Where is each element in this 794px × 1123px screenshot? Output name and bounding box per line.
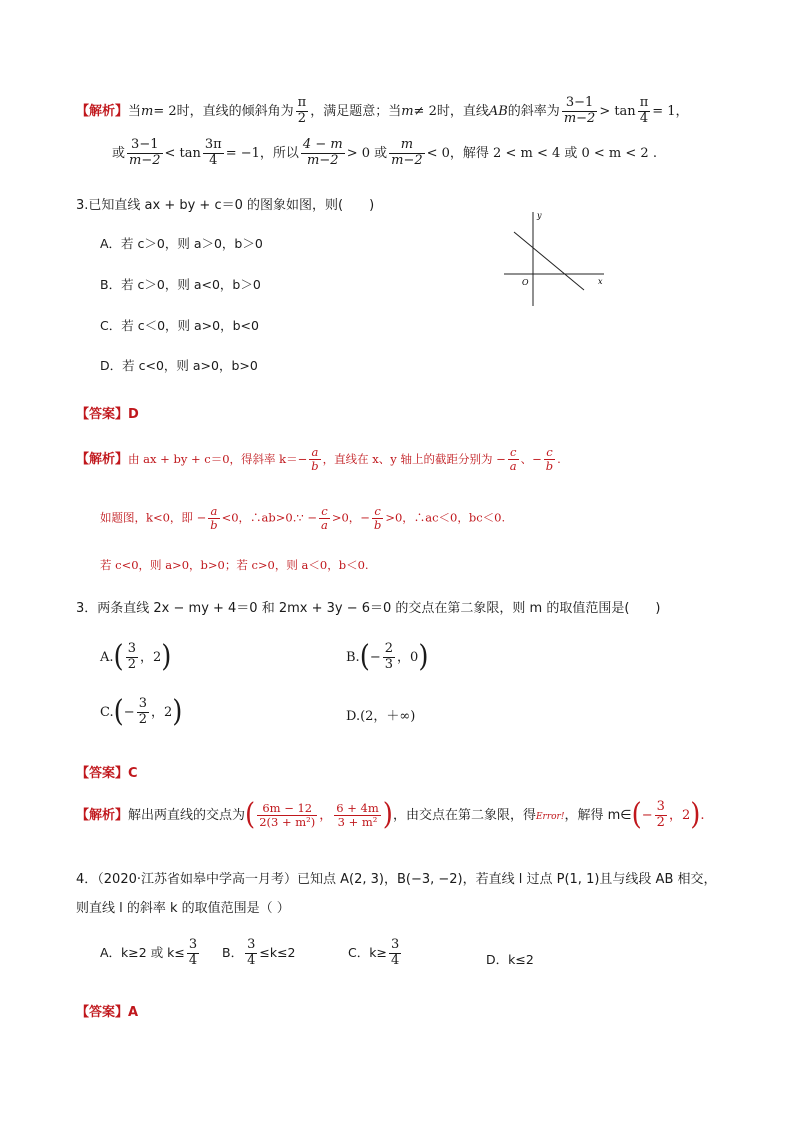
fraction: $\frac{m}{m-2}$ <box>391 137 423 168</box>
question-stem: 4．（2020·江苏省如皋中学高一月考）已知点 A(2, 3)，B(−3, −2)，若直线 l 过点 P(1, 1)且与线段 AB 相交， <box>76 872 717 887</box>
fraction: $\frac{3\pi}{4}$ <box>204 137 222 168</box>
option-c: C．k≥ $\frac{3}{4}$ <box>348 937 400 968</box>
analysis1-line2: 或 $\frac{3-1}{m-2}$ < tan $\frac{3\pi}{4}$ = −1，所以 $\frac{4 - m}{m-2}$ > 0 或 $\frac{m}{m-2}$ < 0，解得 2 < m < 4 或 0 < m < 2 . <box>112 137 657 168</box>
origin-label: O <box>522 278 529 287</box>
answer-tag: 【答案】 <box>76 407 129 422</box>
error-placeholder: Error! <box>535 811 565 822</box>
fraction: $\frac{a}{b}$ <box>311 445 319 474</box>
answer-value: A <box>128 1005 139 1020</box>
answer-line <box>76 762 138 781</box>
fraction: $\frac{c}{b}$ <box>373 504 382 533</box>
fraction: $\frac{3}{4}$ <box>390 937 400 968</box>
fraction: $\frac{c}{b}$ <box>545 445 554 474</box>
option-b: B．若 c＞0，则 a<0，b＞0 <box>100 277 261 292</box>
fraction: $\frac{6 + 4m}{\text{3 + m²}}$ <box>336 800 379 829</box>
analysis-line: 【解析】由 ax + by + c＝0，得斜率 k＝− $\frac{a}{b}$ ，直线在 x、y 轴上的截距分别为 − $\frac{c}{a}$ 、− $\frac{c}{b}$ . <box>76 445 561 474</box>
option-d: D.(2，＋∞) <box>346 709 416 724</box>
fraction: $\frac{3}{4}$ <box>188 937 198 968</box>
question-stem: 3．两条直线 2x − my + 4＝0 和 2mx + 3y − 6＝0 的交点在第二象限，则 m 的取值范围是( ) <box>76 601 661 616</box>
analysis-line: 【解析】解出两直线的交点为( $\frac{6m - 12}{\text{2(3 + m²)}}$ ， $\frac{6 + 4m}{\text{3 + m²}}$ )，由交点在第二象限，得Error!，解得 m∈(− $\frac{3}{2}$ ，2). <box>76 798 705 833</box>
option-a: A.( $\frac{3}{2}$ ，2) <box>100 640 172 675</box>
fraction: $\frac{3}{2}$ <box>138 696 147 727</box>
fraction: $\frac{3}{2}$ <box>656 799 665 830</box>
answer-value: D <box>128 407 139 422</box>
question-stem: 3.已知直线 ax + by + c＝0 的图象如图，则( ) <box>76 198 375 213</box>
option-d: D．若 c<0，则 a>0，b>0 <box>100 358 258 373</box>
option-a: A．若 c＞0，则 a＞0，b＞0 <box>100 236 263 251</box>
answer-value: C <box>128 766 138 781</box>
analysis-tag: 【解析】 <box>76 103 129 119</box>
fraction: $\frac{c}{a}$ <box>509 445 517 474</box>
fraction: $\frac{6m - 12}{\text{2(3 + m²)}}$ <box>259 800 316 829</box>
analysis1-line1: 【解析】当m= 2时，直线的倾斜角为 $\frac{\pi}{2}$ ，满足题意；当m≠ 2时，直线AB的斜率为 $\frac{3-1}{m-2}$ > tan $\frac{\pi}{4}$ = 1， <box>76 95 689 126</box>
option-b: B.(− $\frac{2}{3}$ ，0) <box>346 640 429 675</box>
analysis-tag: 【解析】 <box>76 807 129 823</box>
analysis-line: 若 c<0，则 a>0，b>0；若 c>0，则 a＜0，b＜0. <box>100 558 369 572</box>
x-axis-label: x <box>598 277 603 286</box>
fraction: $\frac{3}{4}$ <box>247 937 256 968</box>
question-stem: 则直线 l 的斜率 k 的取值范围是（ ） <box>76 901 290 916</box>
y-axis-label: y <box>537 211 542 220</box>
fraction: $\frac{\pi}{2}$ <box>297 95 307 126</box>
fraction: $\frac{3-1}{m-2}$ <box>563 95 596 126</box>
fraction: $\frac{\pi}{4}$ <box>639 95 649 126</box>
option-c: C.(− $\frac{3}{2}$ ，2) <box>100 695 183 730</box>
fraction: $\frac{4 - m}{m-2}$ <box>302 137 343 168</box>
line-graph-figure <box>500 208 612 308</box>
option-a: A．k≥2 或 k≤ $\frac{3}{4}$ <box>100 937 198 968</box>
answer-tag: 【答案】 <box>76 1005 129 1020</box>
fraction: $\frac{2}{3}$ <box>384 641 394 672</box>
fraction: $\frac{3}{2}$ <box>127 641 136 672</box>
fraction: $\frac{3-1}{m-2}$ <box>129 137 161 168</box>
fraction: $\frac{a}{b}$ <box>210 504 218 533</box>
option-d: D．k≤2 <box>486 952 534 967</box>
fraction: $\frac{c}{a}$ <box>320 504 328 533</box>
option-c: C．若 c＜0，则 a>0，b<0 <box>100 318 259 333</box>
answer-line <box>76 1001 138 1020</box>
analysis-tag: 【解析】 <box>76 452 129 468</box>
option-b: B． $\frac{3}{4}$ ≤k≤2 <box>222 937 296 968</box>
analysis-line: 如题图，k<0，即 − $\frac{a}{b}$ <0，∴ab>0.∵ − $\frac{c}{a}$ >0，− $\frac{c}{b}$ >0，∴ac＜0，bc＜0. <box>100 504 506 533</box>
answer-line <box>76 403 139 422</box>
answer-tag: 【答案】 <box>76 766 129 781</box>
